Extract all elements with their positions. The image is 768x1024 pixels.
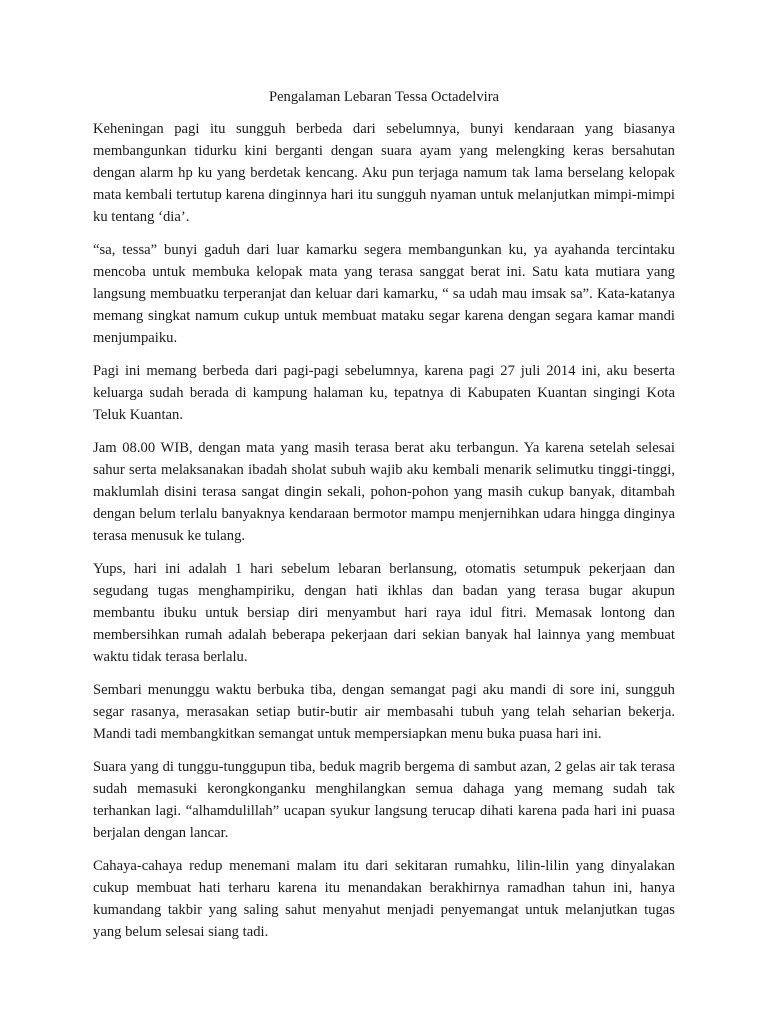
document-title: Pengalaman Lebaran Tessa Octadelvira (268, 89, 500, 105)
paragraph-4: Jam 08.00 WIB, dengan mata yang masih terasa berat aku terbangun. Ya karena setelah selesai sahur serta melaksanakan ibadah sholat subuh wajib aku kembali menarik selimutku tinggi-tinggi, maklumlah disini terasa sangat dingin sekali, pohon-pohon yang masih cukup banyak, ditambah dengan belum terlalu banyaknya kendaraan bermotor mampu menjernihkan udara hingga dinginya terasa menusuk ke tulang. (93, 440, 675, 544)
paragraph-7: Suara yang di tunggu-tunggupun tiba, beduk magrib bergema di sambut azan, 2 gelas air tak terasa sudah memasuki kerongkonganku menghilangkan semua dahaga yang memang sudah tak terhankan lagi. “alhamdulillah” ucapan syukur langsung terucap dihati karena pada hari ini puasa berjalan dengan lancar. (93, 759, 675, 841)
paragraph-8: Cahaya-cahaya redup menemani malam itu dari sekitaran rumahku, lilin-lilin yang dinyalakan cukup membuat hati terharu karena itu menandakan berakhirnya ramadhan tahun ini, hanya kumandang takbir yang saling sahut menyahut menjadi penyemangat untuk melanjutkan tugas yang belum selesai siang tadi. (93, 858, 675, 940)
paragraph-5: Yups, hari ini adalah 1 hari sebelum lebaran berlansung, otomatis setumpuk pekerjaan dan segudang tugas menghampiriku, dengan hati ikhlas dan badan yang terasa bugar akupun membantu ibuku untuk bersiap diri menyambut hari raya idul fitri. Memasak lontong dan membersihkan rumah adalah beberapa pekerjaan dari sekian banyak hal lainnya yang membuat waktu tidak terasa berlalu. (93, 561, 675, 665)
paragraph-6: Sembari menunggu waktu berbuka tiba, dengan semangat pagi aku mandi di sore ini, sungguh segar rasanya, merasakan setiap butir-butir air membasahi tubuh yang telah seharian bekerja. Mandi tadi membangkitkan semangat untuk mempersiapkan menu buka puasa hari ini. (93, 682, 675, 742)
paragraph-1: Keheningan pagi itu sungguh berbeda dari sebelumnya, bunyi kendaraan yang biasanya membangunkan tidurku kini berganti dengan suara ayam yang melengking keras bersahutan dengan alarm hp ku yang berdetak kencang. Aku pun terjaga namum tak lama berselang kelopak mata kembali tertutup karena dinginnya hari itu sungguh nyaman untuk melanjutkan mimpi-mimpi ku tentang ‘dia’. (93, 121, 675, 225)
paragraph-2: “sa, tessa” bunyi gaduh dari luar kamarku segera membangunkan ku, ya ayahanda tercintaku mencoba untuk membuka kelopak mata yang terasa sanggat berat ini. Satu kata mutiara yang langsung membuatku terperanjat dan keluar dari kamarku, “ sa udah mau imsak sa”. Kata-katanya memang singkat namum cukup untuk membuat mataku segar karena dengan segara kamar mandi menjumpaiku. (93, 242, 675, 346)
paragraph-3: Pagi ini memang berbeda dari pagi-pagi sebelumnya, karena pagi 27 juli 2014 ini, aku beserta keluarga sudah berada di kampung halaman ku, tepatnya di Kabupaten Kuantan singingi Kota Teluk Kuantan. (93, 363, 675, 423)
